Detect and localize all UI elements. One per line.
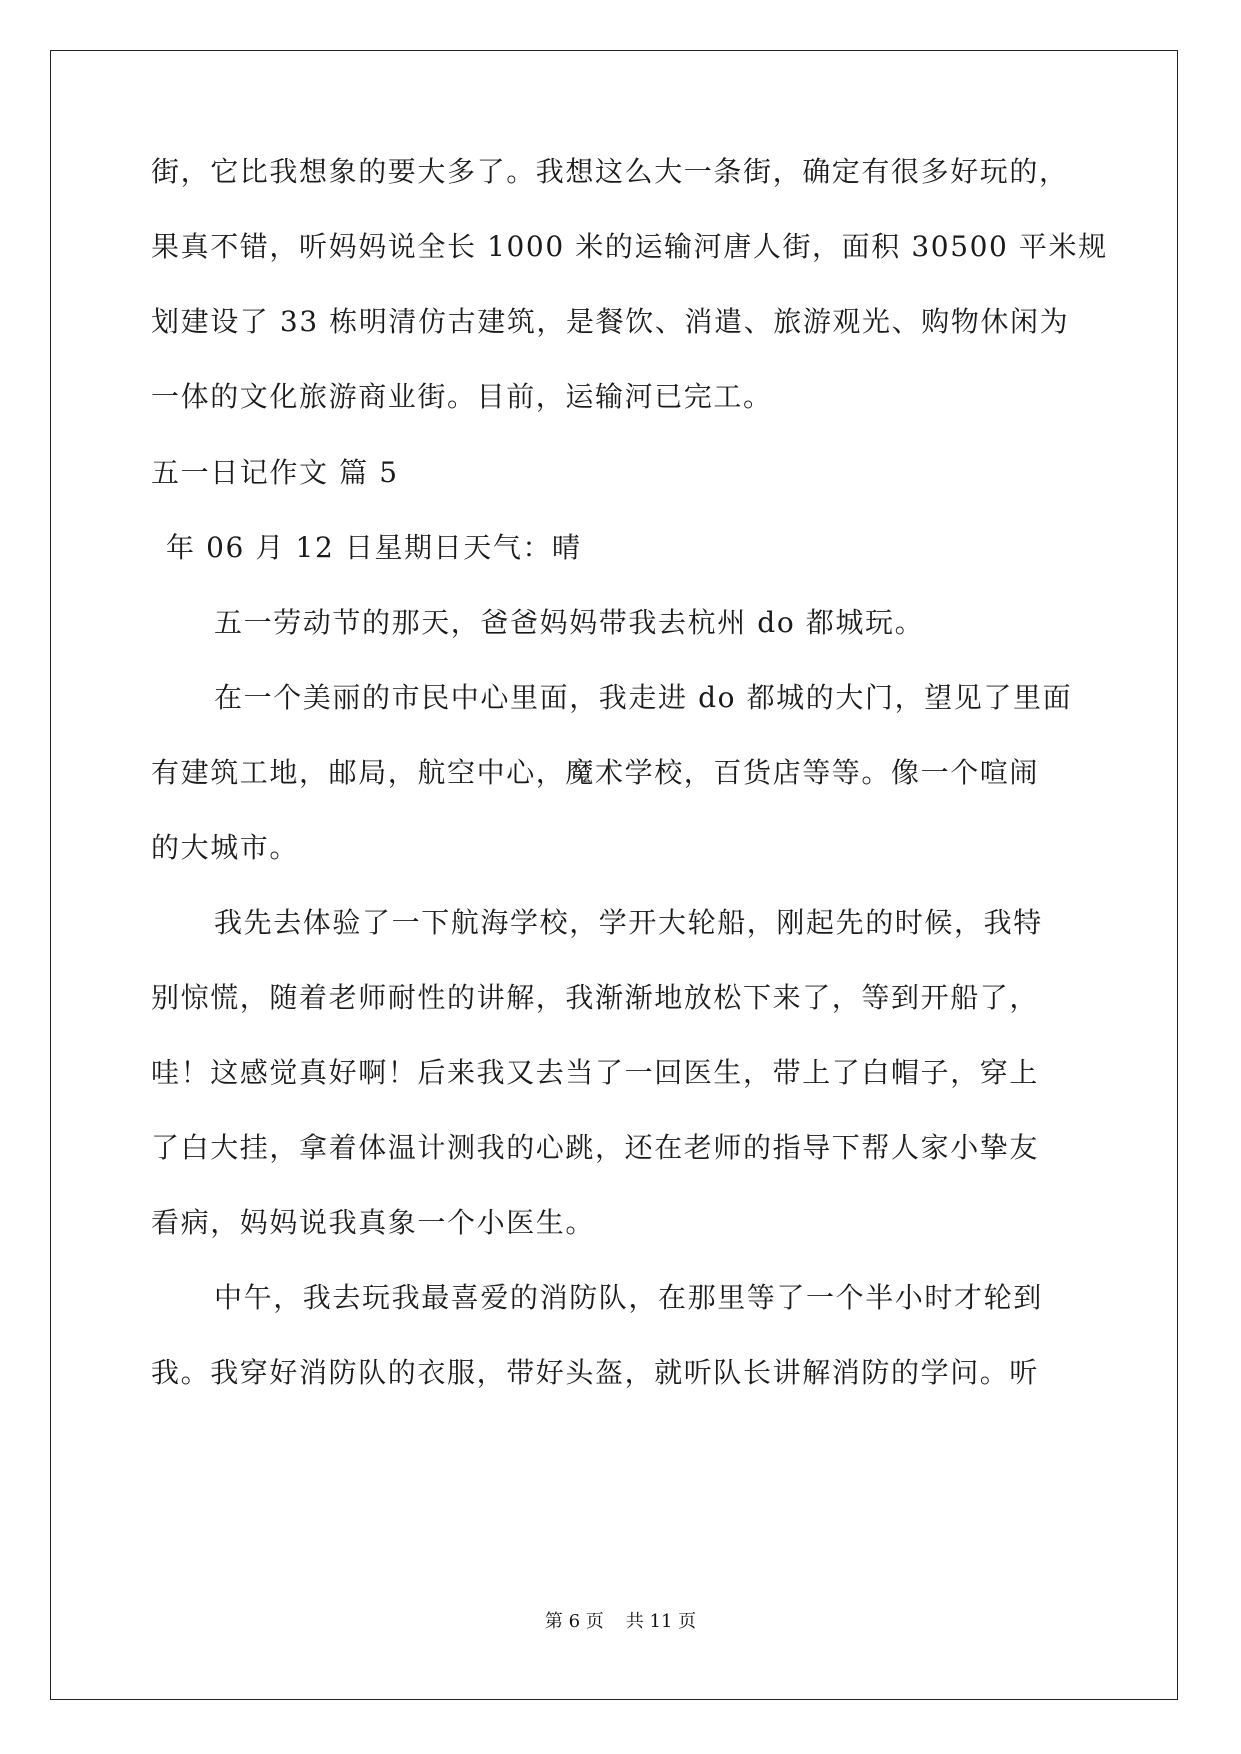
body-text-line: 的大城市。: [151, 831, 300, 864]
body-text-line: 街，它比我想象的要大多了。我想这么大一条街，确定有很多好玩的，: [151, 155, 1069, 188]
paragraph-start-line: 五一劳动节的那天，爸爸妈妈带我去杭州 do 都城玩。: [214, 606, 925, 639]
body-text-line: 别惊慌，随着老师耐性的讲解，我渐渐地放松下来了，等到开船了，: [151, 981, 1040, 1014]
paragraph-start-line: 中午，我去玩我最喜爱的消防队，在那里等了一个半小时才轮到: [214, 1281, 1043, 1314]
body-text-line: 果真不错，听妈妈说全长 1000 米的运输河唐人街，面积 30500 平米规: [151, 230, 1108, 263]
paragraph-start-line: 在一个美丽的市民中心里面，我走进 do 都城的大门，望见了里面: [214, 681, 1073, 714]
body-text-line: 哇！这感觉真好啊！后来我又去当了一回医生，带上了白帽子，穿上: [151, 1056, 1040, 1089]
page-total: 共 11 页: [625, 1611, 697, 1632]
body-text-line: 了白大挂，拿着体温计测我的心跳，还在老师的指导下帮人家小挚友: [151, 1131, 1040, 1164]
page-footer: [0, 1610, 1241, 1634]
diary-date-line: 年 06 月 12 日星期日天气：晴: [166, 531, 582, 564]
body-text-line: 看病，妈妈说我真象一个小医生。: [151, 1206, 596, 1239]
body-text-line: 划建设了 33 栋明清仿古建筑，是餐饮、消遣、旅游观光、购物休闲为: [151, 305, 1070, 338]
section-heading: 五一日记作文 篇 5: [151, 456, 399, 489]
page-number: 第 6 页: [544, 1611, 604, 1632]
page-border: [50, 50, 1178, 1700]
body-text-line: 一体的文化旅游商业街。目前，运输河已完工。: [151, 380, 773, 413]
body-text-line: 我。我穿好消防队的衣服，带好头盔，就听队长讲解消防的学问。听: [151, 1356, 1040, 1389]
paragraph-start-line: 我先去体验了一下航海学校，学开大轮船，刚起先的时候，我特: [214, 906, 1043, 939]
body-text-line: 有建筑工地，邮局，航空中心，魔术学校，百货店等等。像一个喧闹: [151, 756, 1040, 789]
